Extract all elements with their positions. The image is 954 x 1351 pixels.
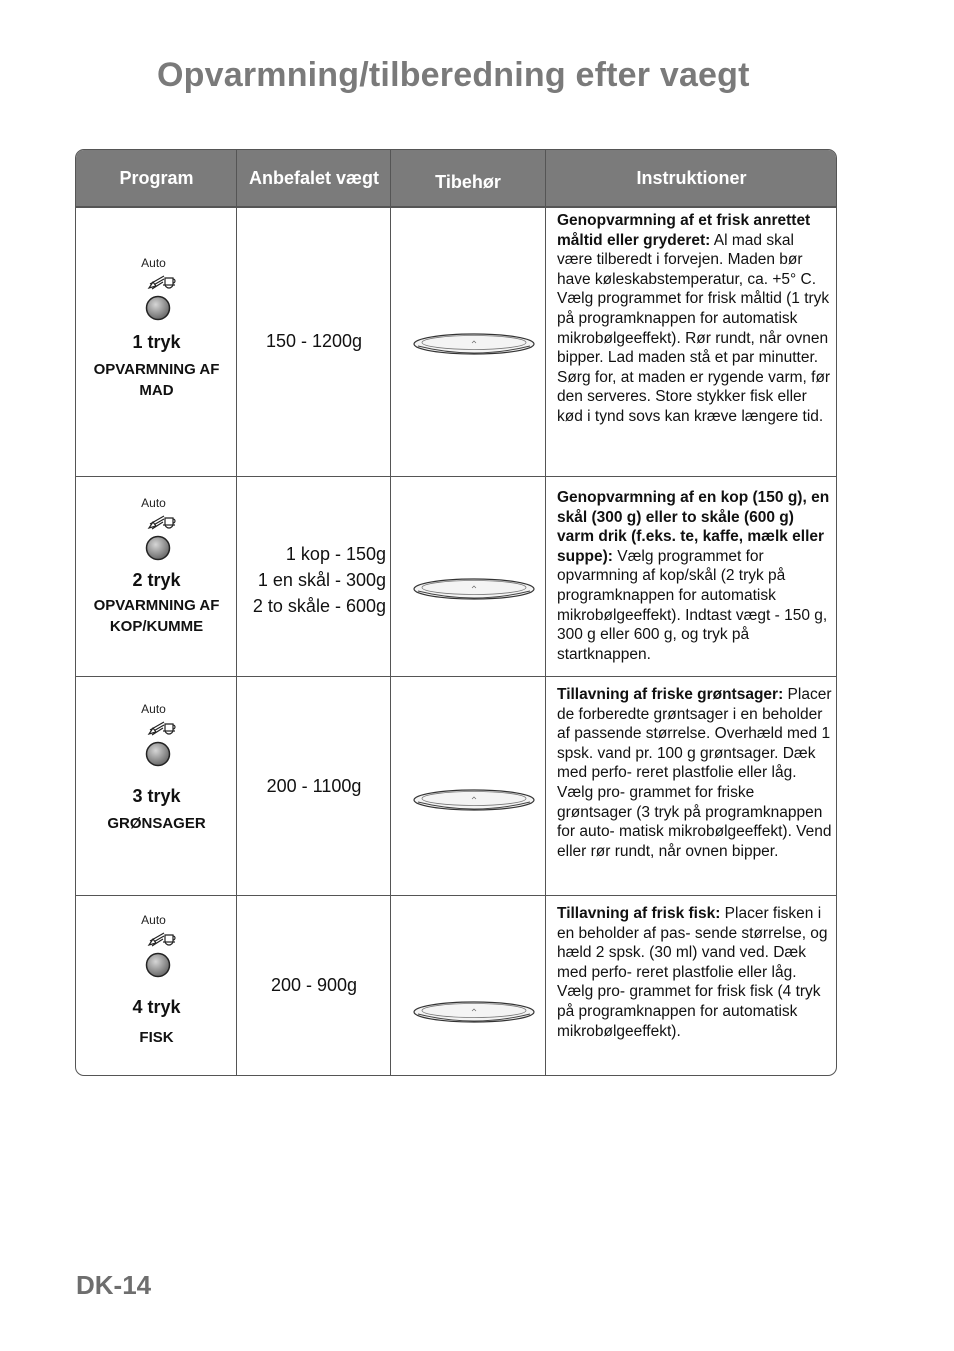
weight-value: 2 to skåle - 600g [252, 596, 386, 616]
header-weight: Anbefalet vægt [248, 167, 380, 188]
page-title: Opvarmning/tilberedning efter vaegt [157, 56, 750, 94]
page-number: DK-14 [76, 1270, 152, 1300]
instructions-heading: Tillavning af frisk fisk: [557, 905, 721, 922]
weight-value: 1 kop - 150g [285, 544, 386, 564]
turntable-tray-icon [412, 786, 536, 814]
program-name-line1: OPVARMNING AF [93, 361, 220, 378]
auto-program-button-icon [127, 927, 187, 979]
row-divider [76, 476, 836, 477]
program-name [76, 813, 237, 834]
instructions-text: Placer fisken i en beholder af pas- sende størrelse, og hæld 2 spsk. (30 ml) vand ved. Dæk med perfo- reret plastfolie eller låg. Vælg pro- grammet for frisk fisk (4 tryk på programknappen for automatisk mikrobølgeeffekt). [557, 905, 828, 1040]
turntable-tray-icon [412, 330, 536, 358]
header-accessory: Tibehør [435, 171, 501, 192]
weight-cell-3 [237, 773, 391, 799]
instructions-cell-3 [557, 685, 832, 861]
program-cell-1 [76, 256, 237, 401]
table-header [76, 150, 836, 208]
instructions-heading: Genopvarmning af et frisk anrettet måltid eller gryderet: [557, 212, 811, 249]
program-name-line1: GRØNSAGER [107, 815, 206, 832]
row-divider [76, 895, 836, 896]
turntable-tray-icon [412, 998, 536, 1026]
program-name-line1: FISK [139, 1029, 174, 1046]
header-program: Program [119, 167, 194, 188]
instructions-cell-1 [557, 211, 832, 427]
auto-label: Auto [141, 913, 166, 927]
weight-value: 200 - 900g [270, 975, 358, 995]
program-name [76, 359, 237, 401]
instructions-text: Vælg programmet for opvarmning af kop/skål (2 tryk på programknappen for automatisk mikrobølgeeffekt). Indtast vægt - 150 g, 300 g eller 600 g, og tryk på startknappen. [557, 547, 828, 663]
auto-program-button-icon [127, 716, 187, 768]
program-table [75, 149, 837, 1076]
program-name-line2: MAD [139, 382, 174, 399]
weight-cell-1 [237, 328, 391, 354]
weight-cell-2 [237, 541, 391, 619]
instructions-heading: Tillavning af friske grøntsager: [557, 686, 784, 703]
press-count: 4 tryk [132, 997, 181, 1017]
press-count: 3 tryk [132, 786, 181, 806]
instructions-cell-2 [557, 488, 832, 664]
row-divider [76, 676, 836, 677]
program-cell-4 [76, 913, 237, 1048]
program-name-line1: OPVARMNING AF [93, 597, 220, 614]
program-cell-2 [76, 496, 237, 637]
instructions-text: Placer de forberedte grøntsager i en beholder af passende størrelse. Overhæld med 1 spsk. vand pr. 100 g grøntsager. Dæk med perfo- reret plastfolie eller låg. Vælg pro- grammet for friske grøntsager (3 tryk på programknappen for auto- matisk mikrobølgeeffekt). Vend eller rør rundt, når ovnen bipper. [557, 686, 832, 860]
auto-label: Auto [141, 496, 166, 510]
header-instructions: Instruktioner [636, 167, 747, 188]
weight-cell-4 [237, 972, 391, 998]
turntable-tray-icon [412, 575, 536, 603]
program-name [76, 1027, 237, 1048]
instructions-heading: Genopvarmning af en kop (150 g), en skål (300 g) eller to skåle (600 g) varm drik (f.eks. te, kaffe, mælk eller suppe): [557, 489, 830, 565]
column-divider [545, 150, 546, 1075]
auto-label: Auto [141, 256, 166, 270]
instructions-text: Al mad skal være tilberedt i forvejen. Maden bør have køleskabstemperatur, ca. +5° C. Vælg programmet for frisk måltid (1 tryk på programknappen for automatisk mikrobølgeeffekt). Rør rundt, når ovnen bipper. Lad maden stå et par minutter. Sørg for, at maden er rygende varm, før den serveres. Store stykker fisk eller kød i tynd sovs kan kræve længere tid. [557, 231, 831, 425]
weight-value: 200 - 1100g [266, 776, 362, 796]
program-name [76, 595, 237, 637]
auto-program-button-icon [127, 510, 187, 562]
auto-program-button-icon [127, 270, 187, 322]
weight-value: 1 en skål - 300g [257, 570, 386, 590]
program-name-line2: KOP/KUMME [109, 618, 204, 635]
program-cell-3 [76, 702, 237, 834]
press-count: 1 tryk [132, 332, 181, 352]
press-count: 2 tryk [132, 570, 181, 590]
instructions-cell-4 [557, 904, 832, 1041]
auto-label: Auto [141, 702, 166, 716]
weight-value: 150 - 1200g [265, 331, 363, 351]
